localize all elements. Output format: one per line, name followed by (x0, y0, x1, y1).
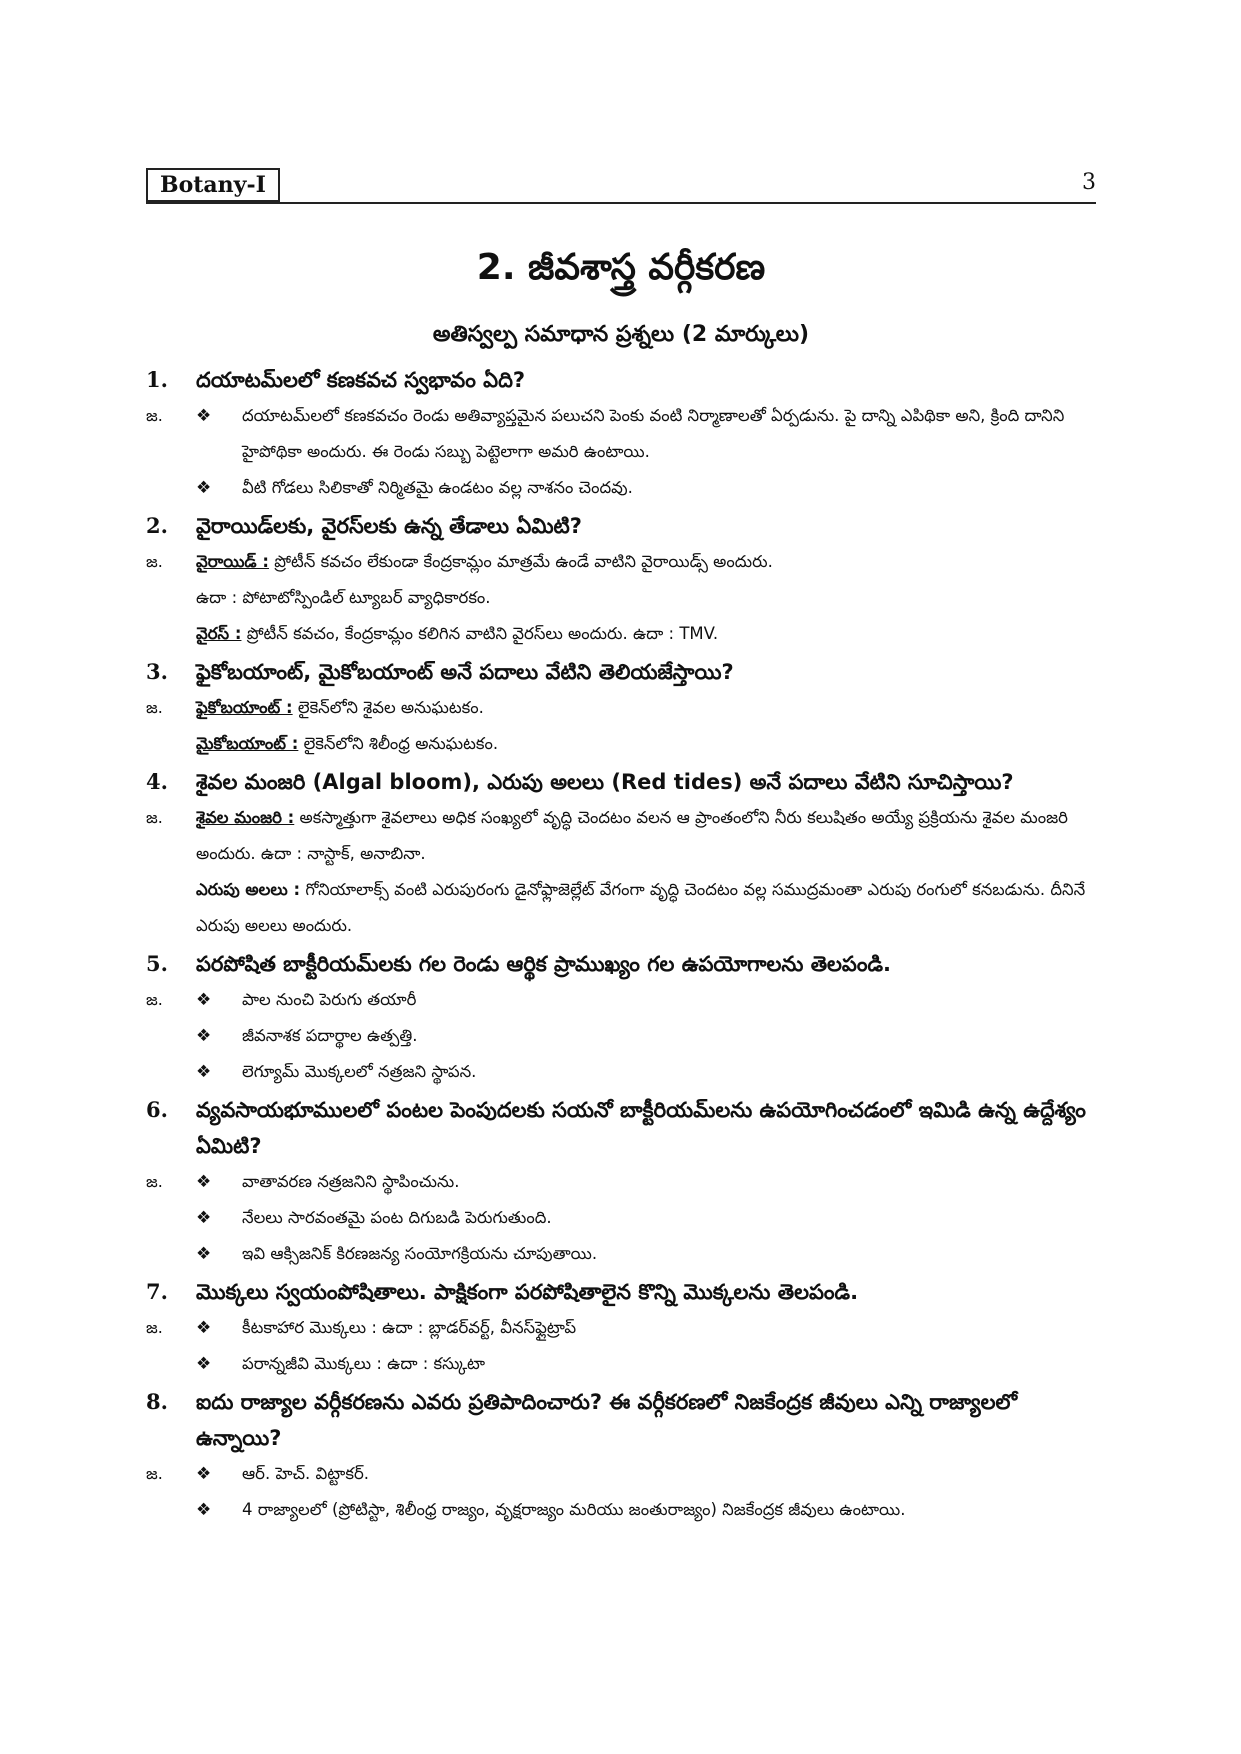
bullet-text: దయాటమ్‌లలో కణకవచం రెండు అతివ్యాప్తమైన పలుచని పెంకు వంటి నిర్మాణాలతో ఏర్పడును. పై దాన్ని ఎపిథికా అని, క్రింది దానిని హైపోథికా అందురు. ఈ రెండు సబ్బు పెట్టెలాగా అమరి ఉంటాయి. (242, 406, 1065, 461)
bullet-icon: ❖ (196, 1354, 212, 1374)
question-number: 2. (146, 513, 168, 538)
bullet-text: కీటకాహార మొక్కలు : ఉదా : బ్లాడర్‌వర్ట్, వీనస్‌ఫ్లైట్రాప్ (242, 1318, 577, 1337)
answer-bullet (196, 1018, 1096, 1054)
answer-text: గోనియాలాక్స్ వంటి ఎరుపురంగు డైనోఫ్లాజెల్లేట్ వేగంగా వృద్ధి చెందటం వల్ల సముద్రమంతా ఎరుపు రంగులో కనబడును. దీనినే ఎరుపు అలలు అందురు. (196, 880, 1086, 935)
bullet-text: వాతావరణ నత్రజనిని స్థాపించును. (242, 1172, 460, 1191)
answer-marker: జ. (146, 1318, 163, 1337)
answer-text: లైకెన్‌లోని శైవల అనుఘటకం. (297, 698, 484, 717)
bullet-icon: ❖ (196, 1244, 212, 1264)
answer-3 (146, 690, 1096, 762)
question-answer-list (146, 360, 1096, 1528)
answer-term: వైరస్ : (196, 624, 242, 643)
answer-text: లైకెన్‌లోని శిలీంధ్ర అనుఘటకం. (303, 734, 499, 753)
bullet-icon: ❖ (196, 1464, 212, 1484)
question-3 (146, 654, 1096, 690)
question-number: 5. (146, 951, 168, 976)
answer-marker: జ. (146, 406, 163, 425)
answer-term: ఫైకోబయాంట్ : (196, 698, 293, 717)
bullet-icon: ❖ (196, 1500, 212, 1520)
answer-term: శైవల మంజరి : (196, 808, 295, 827)
answer-term: మైకోబయాంట్ : (196, 734, 299, 753)
question-text: పరపోషిత బాక్టీరియమ్‌లకు గల రెండు ఆర్థిక ప్రాముఖ్యం గల ఉపయోగాలను తెలపండి. (196, 952, 892, 976)
answer-text: ప్రోటీన్ కవచం లేకుండా కేంద్రకామ్లం మాత్రమే ఉండే వాటిని వైరాయిడ్స్ అందురు. (274, 552, 773, 571)
answer-term: ఎరుపు అలలు : (196, 880, 301, 899)
answer-marker: జ. (146, 1464, 163, 1483)
answer-bullet (196, 1456, 1096, 1492)
bullet-text: పరాన్నజీవి మొక్కలు : ఉదా : కస్కుటా (242, 1354, 486, 1373)
answer-line (196, 800, 1096, 872)
question-text: మొక్కలు స్వయంపోషితాలు. పాక్షికంగా పరపోషితాలైన కొన్ని మొక్కలను తెలపండి. (196, 1280, 859, 1304)
question-text: వ్యవసాయభూములలో పంటల పెంపుదలకు సయనో బాక్టీరియమ్‌లను ఉపయోగించడంలో ఇమిడి ఉన్న ఉద్దేశ్యం ఏమిటి? (196, 1098, 1086, 1158)
answer-5 (146, 982, 1096, 1090)
question-number: 8. (146, 1389, 168, 1414)
question-number: 7. (146, 1279, 168, 1304)
answer-bullet (196, 1236, 1096, 1272)
bullet-text: వీటి గోడలు సిలికాతో నిర్మితమై ఉండటం వల్ల నాశనం చెందవు. (242, 478, 633, 497)
question-number: 4. (146, 769, 168, 794)
question-number: 1. (146, 367, 168, 392)
question-number: 3. (146, 659, 168, 684)
answer-marker: జ. (146, 698, 163, 717)
answer-line (196, 580, 1096, 616)
bullet-text: ఆర్. హెచ్. విట్టాకర్. (242, 1464, 370, 1483)
answer-1 (146, 398, 1096, 506)
answer-4 (146, 800, 1096, 944)
question-5 (146, 946, 1096, 982)
bullet-text: నేలలు సారవంతమై పంట దిగుబడి పెరుగుతుంది. (242, 1208, 552, 1227)
answer-marker: జ. (146, 1172, 163, 1191)
answer-marker: జ. (146, 808, 163, 827)
bullet-text: ఇవి ఆక్సిజనిక్ కిరణజన్య సంయోగక్రియను చూపుతాయి. (242, 1244, 598, 1263)
subject-label: Botany-I (146, 168, 280, 202)
bullet-icon: ❖ (196, 406, 212, 426)
question-text: ఐదు రాజ్యాల వర్గీకరణను ఎవరు ప్రతిపాదించారు? ఈ వర్గీకరణలో నిజకేంద్రక జీవులు ఎన్ని రాజ్యాలలో ఉన్నాయి? (196, 1390, 1018, 1450)
answer-line (196, 544, 1096, 580)
answer-line (196, 616, 1096, 652)
question-7 (146, 1274, 1096, 1310)
section-title: అతిస్వల్ప సమాధాన ప్రశ్నలు (2 మార్కులు) (432, 322, 810, 347)
answer-bullet (196, 470, 1096, 506)
question-text: ఫైకోబయాంట్, మైకోబయాంట్ అనే పదాలు వేటిని తెలియజేస్తాయి? (196, 660, 734, 684)
question-text: దయాటమ్‌లలో కణకవచ స్వభావం ఏది? (196, 368, 526, 392)
question-6 (146, 1092, 1096, 1164)
answer-line (196, 690, 1096, 726)
question-4 (146, 764, 1096, 800)
answer-bullet (196, 1164, 1096, 1200)
bullet-text: లెగ్యూమ్ మొక్కలలో నత్రజని స్థాపన. (242, 1062, 477, 1081)
answer-6 (146, 1164, 1096, 1272)
bullet-text: పాల నుంచి పెరుగు తయారీ (242, 990, 417, 1009)
answer-bullet (196, 982, 1096, 1018)
answer-marker: జ. (146, 552, 163, 571)
answer-term: వైరాయిడ్ : (196, 552, 269, 571)
answer-bullet (196, 1310, 1096, 1346)
bullet-text: 4 రాజ్యాలలో (ప్రోటిస్టా, శిలీంధ్ర రాజ్యం, వృక్షరాజ్యం మరియు జంతురాజ్యం) నిజకేంద్రక జీవులు ఉంటాయి. (242, 1500, 906, 1519)
answer-7 (146, 1310, 1096, 1382)
bullet-icon: ❖ (196, 1208, 212, 1228)
answer-text: ఉదా : పోటాటోస్పిండిల్ ట్యూబర్ వ్యాధికారకం. (196, 588, 491, 607)
bullet-text: జీవనాశక పదార్థాల ఉత్పత్తి. (242, 1026, 418, 1045)
answer-text: అకస్మాత్తుగా శైవలాలు అధిక సంఖ్యలో వృద్ధి చెందటం వలన ఆ ప్రాంతంలోని నీరు కలుషితం అయ్యే ప్రక్రియను శైవల మంజరి అందురు. ఉదా : నాస్టాక్, అనాబినా. (196, 808, 1068, 863)
question-1 (146, 362, 1096, 398)
question-2 (146, 508, 1096, 544)
page-number: 3 (1082, 170, 1096, 195)
bullet-icon: ❖ (196, 990, 212, 1010)
bullet-icon: ❖ (196, 1172, 212, 1192)
answer-8 (146, 1456, 1096, 1528)
answer-marker: జ. (146, 990, 163, 1009)
chapter-title: 2. జీవశాస్త్ర వర్గీకరణ (476, 247, 766, 288)
answer-bullet (196, 1200, 1096, 1236)
answer-bullet (196, 1346, 1096, 1382)
answer-bullet (196, 1054, 1096, 1090)
answer-text: ప్రోటీన్ కవచం, కేంద్రకామ్లం కలిగిన వాటిని వైరస్‌లు అందురు. ఉదా : TMV. (246, 624, 719, 643)
answer-2 (146, 544, 1096, 652)
answer-line (196, 726, 1096, 762)
page-header (146, 168, 1096, 204)
bullet-icon: ❖ (196, 1318, 212, 1338)
question-number: 6. (146, 1097, 168, 1122)
bullet-icon: ❖ (196, 478, 212, 498)
answer-bullet (196, 1492, 1096, 1528)
question-8 (146, 1384, 1096, 1456)
bullet-icon: ❖ (196, 1026, 212, 1046)
bullet-icon: ❖ (196, 1062, 212, 1082)
answer-line (196, 872, 1096, 944)
answer-bullet (196, 398, 1096, 470)
question-text: శైవల మంజరి (Algal bloom), ఎరుపు అలలు (Red tides) అనే పదాలు వేటిని సూచిస్తాయి? (196, 770, 1014, 794)
question-text: వైరాయిడ్‌లకు, వైరస్‌లకు ఉన్న తేడాలు ఏమిటి? (196, 514, 582, 538)
